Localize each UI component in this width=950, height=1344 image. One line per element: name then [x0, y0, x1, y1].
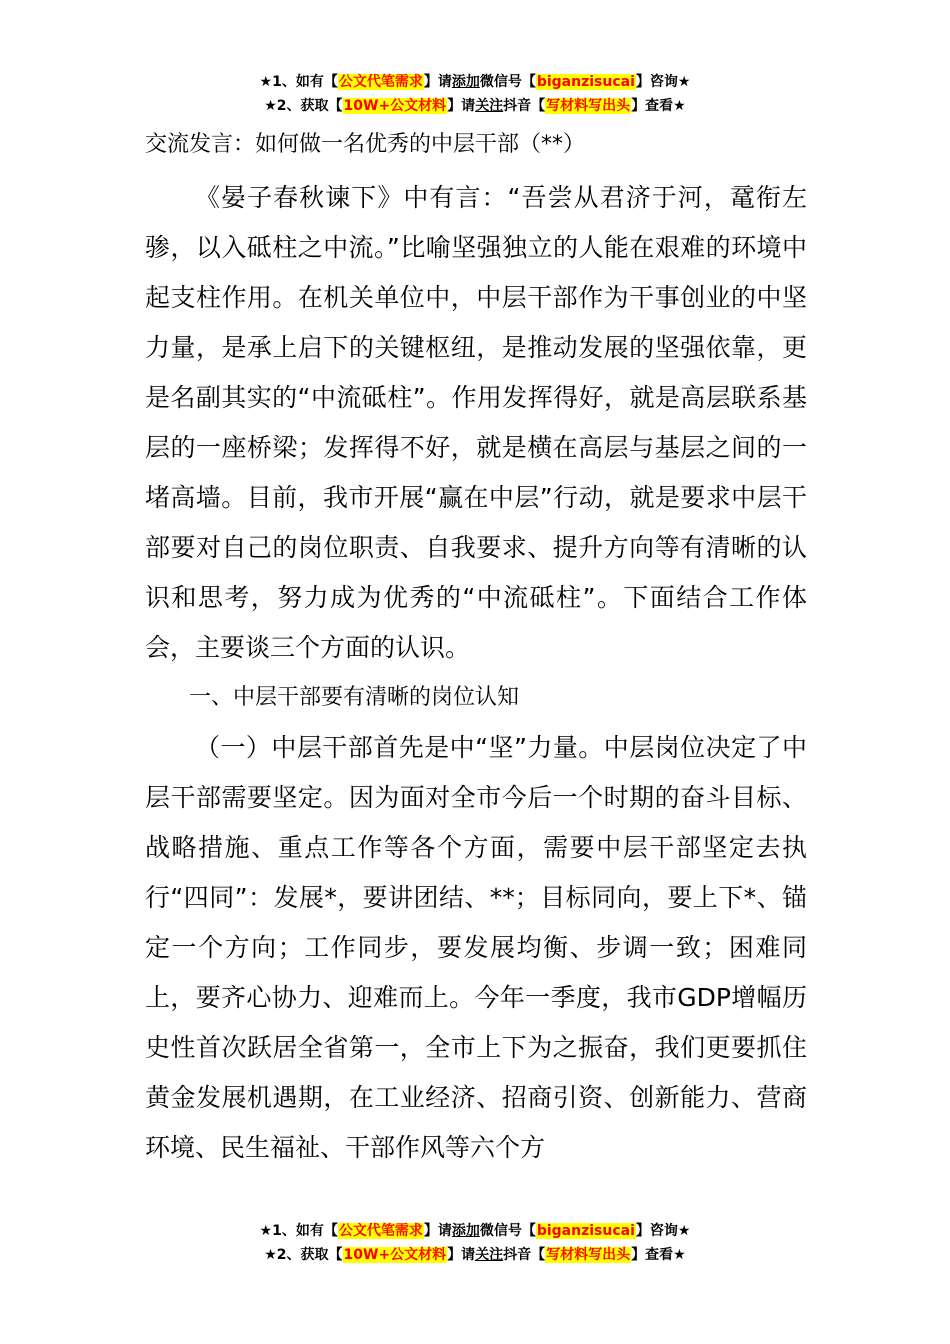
banner-line-2: ★2、获取【10W+公文材料】请关注抖音【写材料写出头】查看★ [264, 1247, 686, 1263]
highlight-douyin-account: 写材料写出头 [546, 98, 631, 114]
document-title: 交流发言：如何做一名优秀的中层干部（**） [145, 132, 586, 157]
section-heading-1: 一、中层干部要有清晰的岗位认知 [189, 685, 520, 710]
document-body [145, 173, 807, 1173]
highlight-service: 公文代笔需求 [338, 74, 423, 90]
banner-line-1: ★1、如有【公文代笔需求】请添加微信号【biganzisucai】咨询★ [259, 1223, 691, 1239]
footer-banner [0, 1219, 950, 1267]
header-banner [0, 70, 950, 118]
section-1-paragraph: （一）中层干部首先是中“坚”力量。中层岗位决定了中层干部需要坚定。因为面对全市今后一个时期的奋斗目标、战略措施、重点工作等各个方面，需要中层干部坚定去执行“四同”：发展*，要讲团结、**；目标同向，要上下*、锚定一个方向；工作同步，要发展均衡、步调一致；困难同上，要齐心协力、迎难而上。今年一季度，我市GDP增幅历史性首次跃居全省第一，全市上下为之振奋，我们更要抓住黄金发展机遇期，在工业经济、招商引资、创新能力、营商环境、民生福祉、干部作风等六个方 [145, 733, 807, 1162]
banner-line-2: ★2、获取【10W+公文材料】请关注抖音【写材料写出头】查看★ [264, 98, 686, 114]
highlight-wechat-id: biganzisucai [536, 74, 635, 90]
highlight-materials: 10W+公文材料 [343, 1247, 447, 1263]
banner-line-1: ★1、如有【公文代笔需求】请添加微信号【biganzisucai】咨询★ [259, 74, 691, 90]
highlight-douyin-account: 写材料写出头 [546, 1247, 631, 1263]
intro-paragraph: 《晏子春秋谏下》中有言：“吾尝从君济于河，鼋衔左骖，以入砥柱之中流。”比喻坚强独立的人能在艰难的环境中起支柱作用。在机关单位中，中层干部作为干事创业的中坚力量，是承上启下的关键枢纽，是推动发展的坚强依靠，更是名副其实的“中流砥柱”。作用发挥得好，就是高层联系基层的一座桥梁；发挥得不好，就是横在高层与基层之间的一堵高墙。目前，我市开展“赢在中层”行动，就是要求中层干部要对自己的岗位职责、自我要求、提升方向等有清晰的认识和思考，努力成为优秀的“中流砥柱”。下面结合工作体会，主要谈三个方面的认识。 [145, 183, 807, 662]
highlight-service: 公文代笔需求 [338, 1223, 423, 1239]
highlight-wechat-id: biganzisucai [536, 1223, 635, 1239]
highlight-materials: 10W+公文材料 [343, 98, 447, 114]
